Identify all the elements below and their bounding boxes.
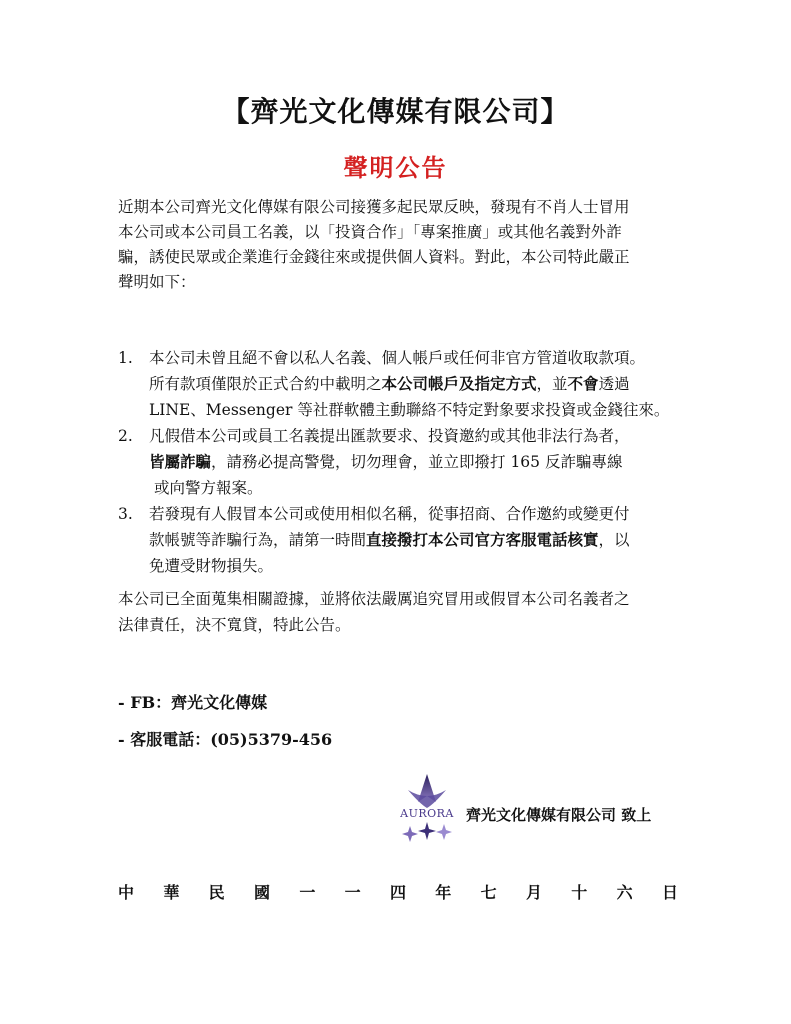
list-item-3: [118, 501, 698, 579]
list-item-1: [118, 345, 698, 423]
phone-contact: - 客服電話：(05)5379-456: [118, 730, 333, 749]
intro-line: 騙，誘使民眾或企業進行金錢往來或提供個人資料。對此，本公司特此嚴正: [118, 248, 630, 266]
date-char: 年: [435, 883, 452, 902]
date-char: 月: [525, 883, 542, 902]
item-text: 所有款項僅限於正式合約中載明之: [149, 375, 382, 393]
date-char: 一: [299, 883, 316, 902]
closing-line: 本公司已全面蒐集相關證據，並將依法嚴厲追究冒用或假冒本公司名義者之: [118, 590, 630, 608]
logo-sparkle-shape: [436, 824, 452, 840]
item-text: 透過: [598, 375, 630, 393]
item-line: 本公司未曾且絕不會以私人名義、個人帳戶或任何非官方管道收取款項。: [149, 349, 646, 367]
item-line: [149, 371, 698, 397]
item-emphasis: 直接撥打本公司官方客服電話核實: [366, 530, 599, 549]
list-number: 1.: [118, 349, 133, 367]
item-emphasis: 皆屬詐騙: [149, 452, 212, 471]
facebook-contact: - FB：齊光文化傳媒: [118, 693, 268, 712]
date-char: 一: [344, 883, 361, 902]
intro-line: 聲明如下：: [118, 273, 196, 291]
item-line: 凡假借本公司或員工名義提出匯款要求、投資邀約或其他非法行為者，: [149, 427, 630, 445]
item-line: 若發現有人假冒本公司或使用相似名稱，從事招商、合作邀約或變更付: [149, 505, 630, 523]
item-line: 或向警方報案。: [154, 479, 263, 497]
list-number: 3.: [118, 505, 133, 523]
item-line: 免遭受財物損失。: [149, 557, 274, 575]
date-char: 四: [389, 883, 406, 902]
logo-sparkle-shape: [418, 822, 436, 840]
signature: 齊光文化傳媒有限公司 致上: [466, 806, 652, 824]
date-char: 中: [118, 883, 135, 902]
item-emphasis: 不會: [567, 374, 599, 393]
intro-paragraph: [118, 195, 678, 295]
item-text: ，並: [536, 375, 568, 393]
list-item-2: [118, 423, 698, 501]
closing-line: 法律責任，決不寬貸，特此公告。: [118, 616, 351, 634]
item-text: 款帳號等詐騙行為，請第一時間: [149, 531, 367, 549]
item-line: [149, 449, 698, 475]
item-line: [149, 527, 698, 553]
closing-paragraph: [118, 586, 688, 638]
declaration-list: [118, 345, 698, 579]
company-title: 【齊光文化傳媒有限公司】: [221, 95, 570, 128]
item-emphasis: 本公司帳戶及指定方式: [381, 374, 537, 393]
list-number: 2.: [118, 427, 133, 445]
date-line: [118, 880, 678, 903]
date-char: 六: [616, 883, 633, 902]
date-char: 日: [661, 883, 678, 902]
logo-sparkle-shape: [402, 826, 418, 842]
item-line: LINE、Messenger 等社群軟體主動聯絡不特定對象要求投資或金錢往來。: [149, 401, 670, 419]
logo-wordmark: AURORA: [400, 807, 454, 820]
date-char: 華: [163, 883, 180, 902]
intro-line: 本公司或本公司員工名義，以「投資合作」「專案推廣」或其他名義對外詐: [118, 223, 622, 241]
intro-line: 近期本公司齊光文化傳媒有限公司接獲多起民眾反映，發現有不肖人士冒用: [118, 198, 630, 216]
date-char: 七: [480, 883, 497, 902]
date-char: 民: [208, 883, 225, 902]
date-char: 國: [253, 883, 270, 902]
aurora-logo: [388, 772, 466, 850]
announcement-heading: 聲明公告: [343, 153, 448, 182]
item-text: ，請務必提高警覺，切勿理會，並立即撥打 165 反詐騙專線: [211, 453, 623, 471]
item-text: ，以: [598, 531, 630, 549]
date-char: 十: [571, 883, 588, 902]
